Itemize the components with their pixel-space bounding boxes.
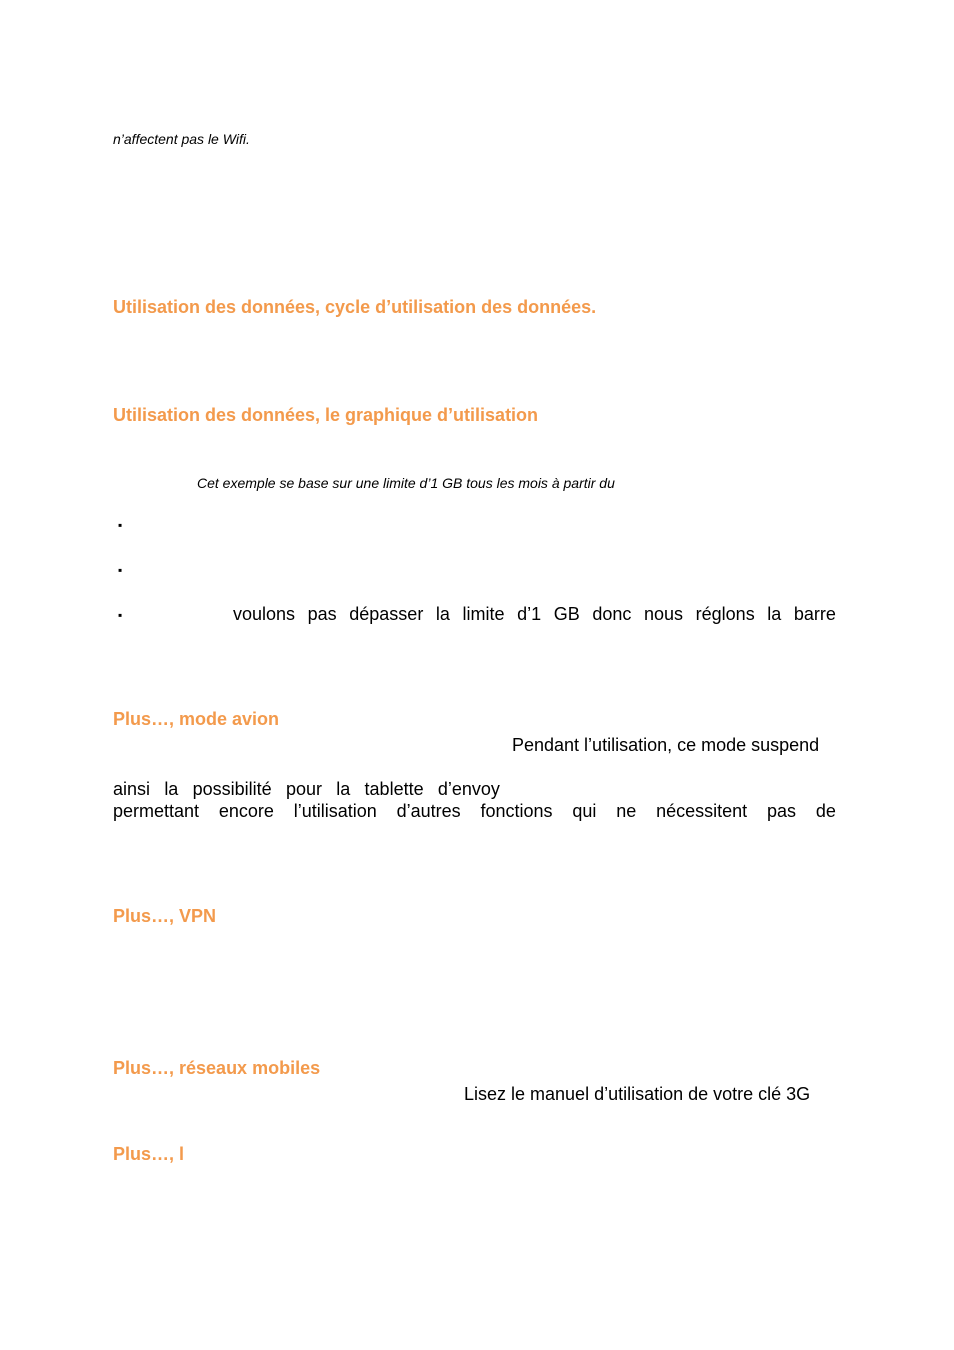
word: ainsi: [113, 779, 151, 799]
word: fonctions: [480, 801, 553, 821]
word: pas: [766, 801, 797, 821]
word: réglons: [695, 604, 755, 624]
airplane-line-2: [113, 779, 500, 800]
word: pour: [285, 779, 322, 799]
bullet-3-text: [233, 604, 836, 625]
heading-vpn: Plus…, VPN: [113, 906, 217, 926]
word: ne: [616, 801, 637, 821]
word: d’envoy: [437, 779, 500, 799]
word: donc: [592, 604, 632, 624]
heading-airplane-mode: Plus…, mode avion: [113, 709, 280, 729]
word: limite: [462, 604, 505, 624]
heading-mobile-networks: Plus…, réseaux mobiles: [113, 1058, 321, 1078]
word: l’utilisation: [293, 801, 377, 821]
heading-plus-l: Plus…, l: [113, 1144, 185, 1164]
airplane-line-1: Pendant l’utilisation, ce mode suspend: [512, 735, 820, 755]
word: d’1: [517, 604, 542, 624]
word: nous: [644, 604, 684, 624]
airplane-line-3: [113, 801, 836, 822]
word: GB: [553, 604, 580, 624]
heading-data-cycle: Utilisation des données, cycle d’utilisation des données.: [113, 297, 597, 317]
bullet-marker: ▪: [118, 608, 123, 622]
word: la: [435, 604, 450, 624]
word: nécessitent: [656, 801, 748, 821]
word: d’autres: [396, 801, 461, 821]
word: voulons: [233, 604, 296, 624]
word: permettant: [113, 801, 200, 821]
wifi-note: n’affectent pas le Wifi.: [113, 131, 250, 147]
mobile-line-1: Lisez le manuel d’utilisation de votre clé 3G: [464, 1084, 811, 1104]
word: pas: [307, 604, 337, 624]
example-note: Cet exemple se base sur une limite d’1 GB tous les mois à partir du: [197, 475, 615, 491]
word: tablette: [364, 779, 424, 799]
word: la: [767, 604, 782, 624]
bullet-marker: ▪: [118, 518, 123, 532]
word: dépasser: [349, 604, 424, 624]
word: de: [815, 801, 836, 821]
heading-data-graph: Utilisation des données, le graphique d’utilisation: [113, 405, 539, 425]
word: possibilité: [192, 779, 272, 799]
bullet-marker: ▪: [118, 563, 123, 577]
word: la: [336, 779, 351, 799]
word: barre: [793, 604, 836, 624]
word: la: [164, 779, 179, 799]
word: encore: [218, 801, 274, 821]
word: qui: [572, 801, 597, 821]
